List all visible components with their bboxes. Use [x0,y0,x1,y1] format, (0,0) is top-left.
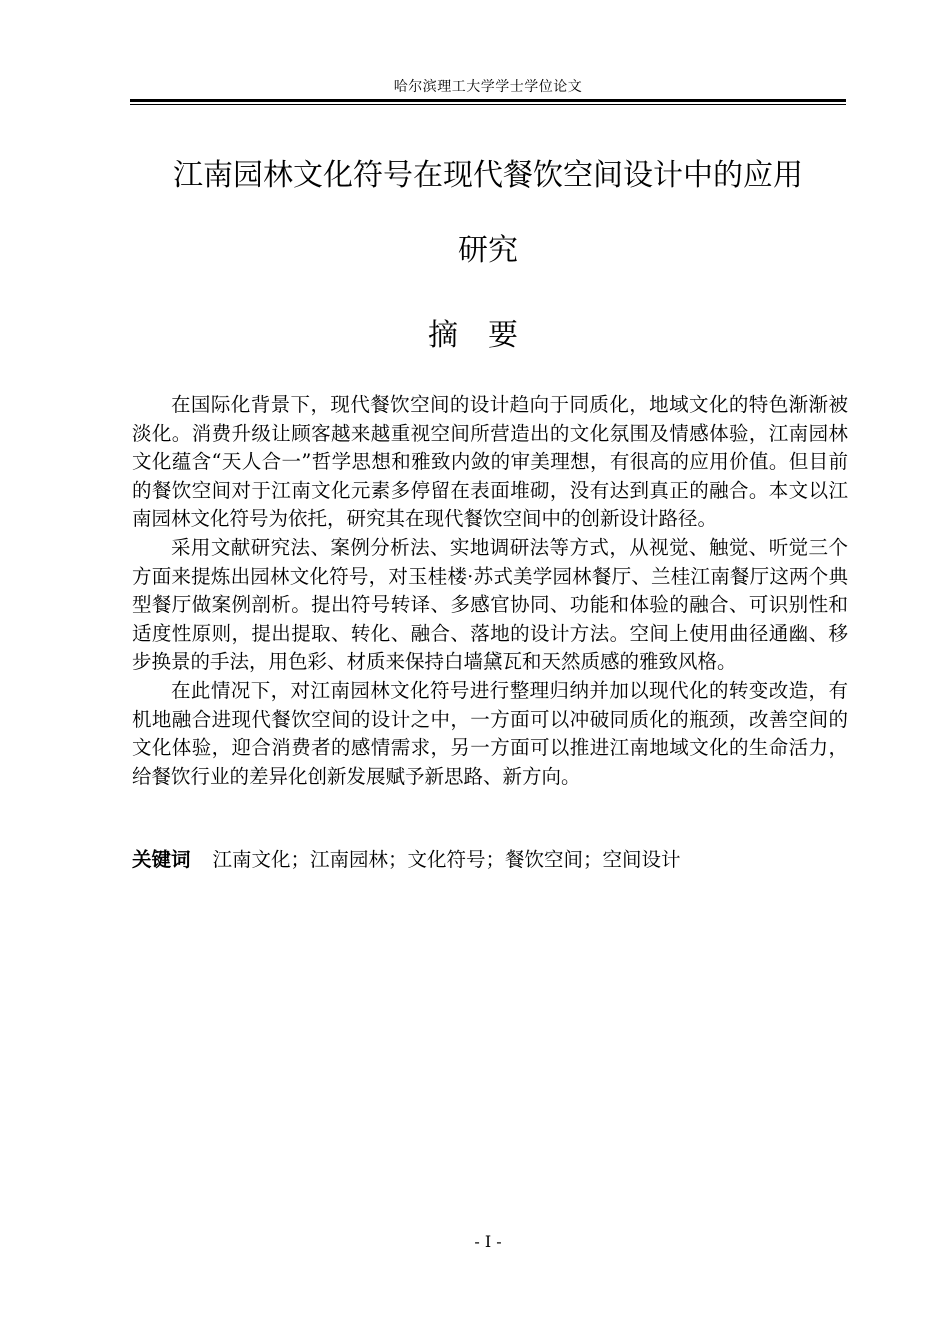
thesis-title-line-1: 江南园林文化符号在现代餐饮空间设计中的应用 [173,158,803,193]
abstract-paragraph-2: 采用文献研究法、案例分析法、实地调研法等方式，从视觉、触觉、听觉三个方面来提炼出园林文化符号，对玉桂楼·苏式美学园林餐厅、兰桂江南餐厅这两个典型餐厅做案例剖析。提出符号转译、多感官协同、功能和体验的融合、可识别性和适度性原则，提出提取、转化、融合、落地的设计方法。空间上使用曲径通幽、移步换景的手法，用色彩、材质来保持白墙黛瓦和天然质感的雅致风格。 [132,535,848,674]
keywords-text: 江南文化；江南园林；文化符号；餐饮空间；空间设计 [212,848,681,871]
thesis-title-line-2: 研究 [458,233,518,268]
header-rule-thick [130,99,846,102]
running-header: 哈尔滨理工大学学士学位论文 [393,79,583,95]
abstract-heading: 摘要 [428,318,548,353]
keywords [132,846,848,874]
keywords-label: 关键词 [132,848,191,871]
abstract-body [132,391,848,791]
abstract-paragraph-1: 在国际化背景下，现代餐饮空间的设计趋向于同质化，地域文化的特色渐渐被淡化。消费升级让顾客越来越重视空间所营造出的文化氛围及情感体验，江南园林文化蕴含“天人合一”哲学思想和雅致内敛的审美理想，有很高的应用价值。但目前的餐饮空间对于江南文化元素多停留在表面堆砌，没有达到真正的融合。本文以江南园林文化符号为依托，研究其在现代餐饮空间中的创新设计路径。 [132,393,848,531]
abstract-paragraph-3: 在此情况下，对江南园林文化符号进行整理归纳并加以现代化的转变改造，有机地融合进现代餐饮空间的设计之中，一方面可以冲破同质化的瓶颈，改善空间的文化体验，迎合消费者的感情需求，另一方面可以推进江南地域文化的生命活力，给餐饮行业的差异化创新发展赋予新思路、新方向。 [132,678,848,788]
page-number: - I - [474,1232,502,1251]
header-rule-thin [130,104,846,105]
